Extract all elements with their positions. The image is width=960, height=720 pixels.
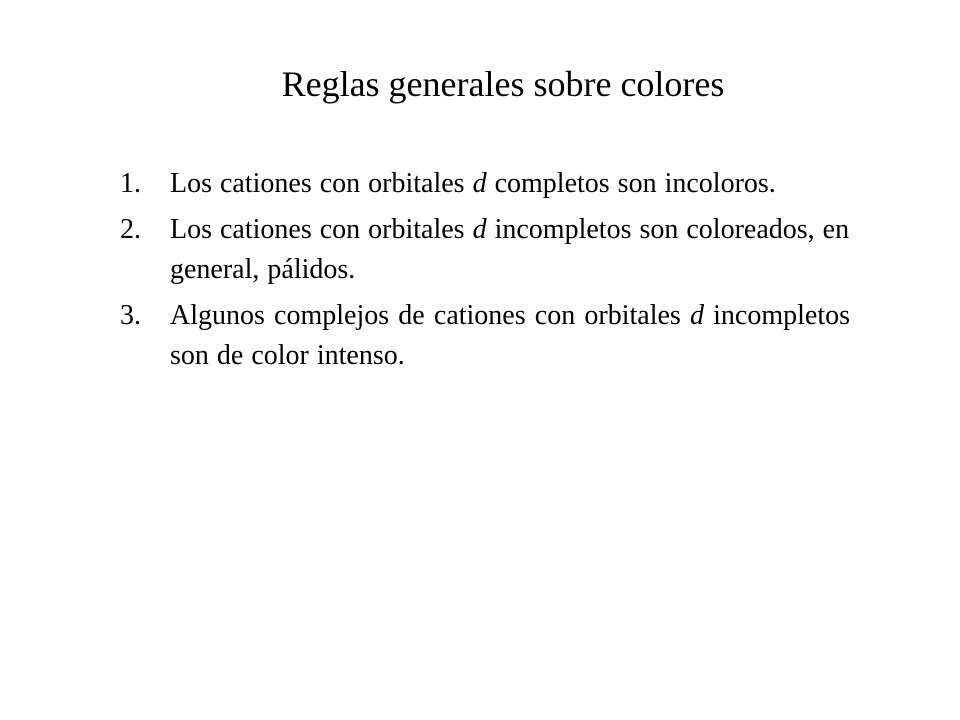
list-item-number: 3. [120,300,141,331]
list-item-text-start: Los cationes con orbitales [170,168,473,199]
list-item-emphasis: d [689,300,704,331]
list-item-emphasis: d [472,214,487,245]
slide-title: Reglas generales sobre colores [281,64,725,104]
list-item-text-end: incompletos son coloreados, en general, pálidos. [170,214,850,285]
list-item-emphasis: d [472,168,487,199]
list-item-text-end: completos son incoloros. [486,168,776,199]
list-item-text-start: Los cationes con orbitales [170,214,473,245]
list-item [120,164,850,204]
list-item-text-end: incompletos son de color intenso. [170,300,850,371]
list-item [120,210,850,290]
list-item-text [170,164,850,204]
list-item [120,296,850,376]
list-item-number: 1. [120,168,141,199]
list-item-number: 2. [120,214,141,245]
list-item-text [170,210,850,290]
list-item-text-start: Algunos complejos de cationes con orbitales [170,300,690,331]
rules-list [120,164,850,382]
list-item-text [170,296,850,376]
